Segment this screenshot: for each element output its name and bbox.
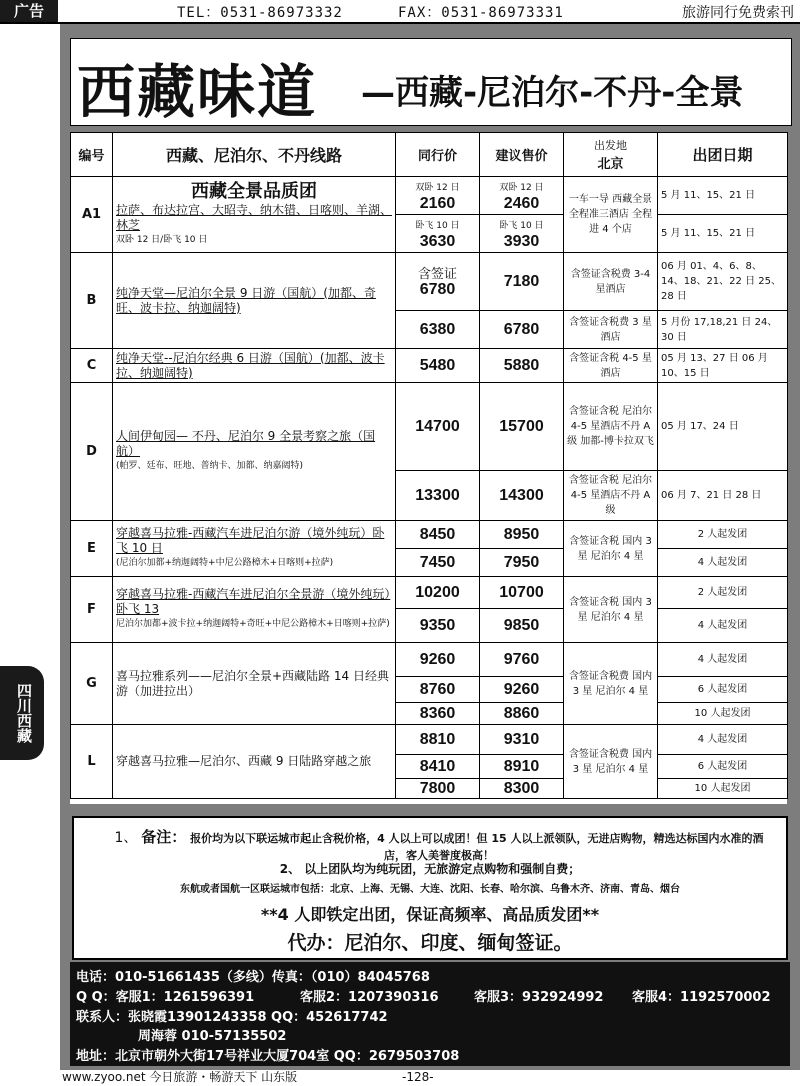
date-cell: 5 月份 17,18,21 日 24、30 日 — [658, 311, 788, 349]
col-departure — [564, 133, 658, 177]
retail-price-cell — [480, 215, 564, 253]
telephone: TEL：0531-86973332 — [177, 5, 343, 21]
retail-price: 8910 — [480, 755, 564, 779]
peer-price: 7800 — [396, 779, 480, 799]
peer-price: 9350 — [396, 609, 480, 643]
table-row — [71, 577, 788, 609]
peer-price: 10200 — [396, 577, 480, 609]
contact-qq1: Q Q：客服1：1261596391 — [76, 990, 255, 1005]
retail-price: 8950 — [480, 521, 564, 549]
fax: FAX：0531-86973331 — [398, 5, 564, 21]
retail-price: 9260 — [480, 677, 564, 703]
hotel-cell: 含签证含税费 3-4 星酒店 — [564, 253, 658, 311]
col-code: 编号 — [71, 133, 113, 177]
row-code: E — [71, 521, 113, 577]
contact-box — [70, 962, 790, 1066]
route-desc-small: 双卧 12 日/卧飞 10 日 — [116, 235, 208, 245]
peer-price-cell — [396, 215, 480, 253]
peer-price-cell — [396, 253, 480, 311]
retail-price: 7950 — [480, 549, 564, 577]
date-cell: 6 人起发团 — [658, 677, 788, 703]
contact-address: 地址：北京市朝外大街17号祥业大厦704室 QQ：2679503708 — [76, 1049, 460, 1064]
price-label: 双卧 12 日 — [499, 182, 544, 193]
route-name: 西藏全景品质团 — [191, 181, 317, 202]
date-cell: 05 月 17、24 日 — [658, 383, 788, 471]
route-name: 喜马拉雅系列——尼泊尔全景+西藏陆路 14 日经典游（加进拉出） — [113, 643, 396, 725]
peer-price-cell — [396, 177, 480, 215]
col-dates: 出团日期 — [658, 133, 788, 177]
table-row — [71, 383, 788, 471]
page-number: -128- — [402, 1070, 434, 1084]
col-peer-price: 同行价 — [396, 133, 480, 177]
date-cell: 2 人起发团 — [658, 577, 788, 609]
route-name: 穿越喜马拉雅-西藏汽车进尼泊尔全景游（境外纯玩）卧飞 13 — [116, 587, 391, 616]
page-title: 西藏味道 — [77, 58, 318, 126]
route-desc: 拉萨、布达拉宫、大昭寺、纳木错、日喀则、羊湖、林芝 — [116, 203, 393, 232]
contact-person-1: 联系人：张晓霞13901243358 QQ：452617742 — [76, 1010, 388, 1025]
row-code: F — [71, 577, 113, 643]
ad-tag: 广告 — [0, 0, 58, 22]
notes-box — [72, 816, 788, 960]
tagline: 旅游同行免费索刊 — [682, 5, 794, 21]
table-header-row — [71, 133, 788, 177]
row-code: C — [71, 349, 113, 383]
retail-price: 9760 — [480, 643, 564, 677]
note-3: 东航或者国航一区联运城市包括：北京、上海、无锡、大连、沈阳、长春、哈尔滨、乌鲁木齐、济南、青岛、烟台 — [180, 884, 680, 895]
retail-price: 5880 — [480, 349, 564, 383]
visa-note: 含签证 — [417, 266, 457, 282]
table-row — [71, 349, 788, 383]
row-code: D — [71, 383, 113, 521]
date-cell: 05 月 13、27 日 06 月 10、15 日 — [658, 349, 788, 383]
date-cell: 10 人起发团 — [658, 779, 788, 799]
peer-price: 8450 — [396, 521, 480, 549]
contact-qq3: 客服3：932924992 — [474, 990, 604, 1005]
date-cell: 4 人起发团 — [658, 549, 788, 577]
title-box — [70, 38, 792, 126]
footer-site: www.zyoo.net 今日旅游・畅游天下 山东版 — [62, 1070, 298, 1084]
route-desc-small: (帕罗、廷布、旺地、普纳卡、加都、纳嘉阔特) — [116, 461, 304, 471]
retail-price: 8300 — [480, 779, 564, 799]
peer-price: 8360 — [396, 703, 480, 725]
peer-price: 3630 — [419, 232, 456, 250]
hotel-cell: 含签证含税费 国内 3 星 尼泊尔 4 星 — [564, 725, 658, 799]
route-name: 纯净天堂—尼泊尔全景 9 日游（国航）(加都、奇旺、波卡拉、纳迦阔特) — [113, 253, 396, 349]
retail-price: 7180 — [480, 253, 564, 311]
date-cell: 06 月 01、4、6、8、14、18、21、22 日 25、28 日 — [658, 253, 788, 311]
table-row — [71, 521, 788, 549]
retail-price: 9310 — [480, 725, 564, 755]
route-desc-small: (尼泊尔加都+纳迦阔特+中尼公路樟木+日喀则+拉萨) — [116, 558, 334, 568]
note-1-prefix: 1、 — [114, 830, 138, 846]
page-subtitle: —西藏-尼泊尔-不丹-全景 — [361, 73, 744, 113]
route-name: 人间伊甸园— 不丹、尼泊尔 9 全景考察之旅（国航） — [116, 429, 376, 458]
date-cell: 4 人起发团 — [658, 643, 788, 677]
retail-price: 8860 — [480, 703, 564, 725]
retail-price-cell — [480, 177, 564, 215]
route-cell — [113, 577, 396, 643]
date-cell: 5 月 11、15、21 日 — [658, 215, 788, 253]
peer-price: 13300 — [396, 471, 480, 521]
date-cell: 10 人起发团 — [658, 703, 788, 725]
route-cell — [113, 521, 396, 577]
date-cell: 6 人起发团 — [658, 755, 788, 779]
top-bar — [0, 0, 800, 24]
side-section-tab: 四川西藏 — [0, 666, 44, 760]
route-cell — [113, 177, 396, 253]
departure-city: 北京 — [597, 157, 624, 172]
route-name: 纯净天堂--尼泊尔经典 6 日游（国航）(加都、波卡拉、纳迦阔特) — [113, 349, 396, 383]
peer-price: 8760 — [396, 677, 480, 703]
retail-price: 14300 — [480, 471, 564, 521]
note-2: 2、 以上团队均为纯玩团，无旅游定点购物和强制自费； — [279, 862, 581, 876]
contact-phone: 电话：010-51661435（多线）传真：（010）84045768 — [76, 970, 430, 985]
peer-price: 8410 — [396, 755, 480, 779]
note-1-text: 报价均为以下联运城市起止含税价格，4 人以上可以成团！但 15 人以上派领队，无进店购物，精选达标国内水准的酒店，客人美誉度极高！ — [190, 832, 764, 862]
row-code: L — [71, 725, 113, 799]
price-label: 卧飞 10 日 — [499, 220, 544, 231]
row-code: A1 — [71, 177, 113, 253]
departure-label: 出发地 — [594, 139, 627, 152]
date-cell: 4 人起发团 — [658, 725, 788, 755]
col-route: 西藏、尼泊尔、不丹线路 — [113, 133, 396, 177]
price-label: 双卧 12 日 — [415, 182, 460, 193]
hotel-cell: 含签证含税费 3 星酒店 — [564, 311, 658, 349]
hotel-cell: 含签证含税 4-5 星酒店 — [564, 349, 658, 383]
note-1 — [104, 826, 774, 863]
hotel-cell: 含签证含税 国内 3 星 尼泊尔 4 星 — [564, 521, 658, 577]
retail-price: 6780 — [480, 311, 564, 349]
contact-qq4: 客服4：1192570002 — [632, 990, 771, 1005]
date-cell: 4 人起发团 — [658, 609, 788, 643]
hotel-cell: 含签证含税费 国内 3 星 尼泊尔 4 星 — [564, 643, 658, 725]
row-code: G — [71, 643, 113, 725]
hotel-cell: 一车一导 西藏全景全程准三酒店 全程进 4 个店 — [564, 177, 658, 253]
retail-price: 15700 — [480, 383, 564, 471]
table-row — [71, 643, 788, 677]
peer-price: 7450 — [396, 549, 480, 577]
hotel-cell: 含签证含税 尼泊尔 4-5 星酒店不丹 A 级 加都-博卡拉双飞 — [564, 383, 658, 471]
peer-price: 6780 — [419, 280, 456, 298]
route-name: 穿越喜马拉雅—尼泊尔、西藏 9 日陆路穿越之旅 — [113, 725, 396, 799]
table-row — [71, 253, 788, 311]
route-desc-small: 尼泊尔加都+波卡拉+纳迦阔特+奇旺+中尼公路樟木+日喀则+拉萨) — [116, 619, 390, 629]
col-retail-price: 建议售价 — [480, 133, 564, 177]
table-row — [71, 725, 788, 755]
contact-person-2: 周海蓉 010-57135502 — [138, 1029, 287, 1044]
peer-price: 6380 — [396, 311, 480, 349]
peer-price: 8810 — [396, 725, 480, 755]
retail-price: 10700 — [480, 577, 564, 609]
route-table — [70, 132, 787, 804]
row-code: B — [71, 253, 113, 349]
table-row — [71, 177, 788, 215]
route-name: 穿越喜马拉雅-西藏汽车进尼泊尔游（境外纯玩）卧飞 10 日 — [116, 526, 385, 555]
retail-price: 9850 — [480, 609, 564, 643]
peer-price: 2160 — [419, 194, 456, 212]
route-cell — [113, 383, 396, 521]
hotel-cell: 含签证含税 国内 3 星 尼泊尔 4 星 — [564, 577, 658, 643]
price-label: 卧飞 10 日 — [415, 220, 460, 231]
note-label: 备注： — [141, 828, 187, 846]
note-5: 代办：尼泊尔、印度、缅甸签证。 — [287, 932, 573, 954]
retail-price: 3930 — [503, 232, 540, 250]
hotel-cell: 含签证含税 尼泊尔 4-5 星酒店不丹 A 级 — [564, 471, 658, 521]
peer-price: 9260 — [396, 643, 480, 677]
date-cell: 5 月 11、15、21 日 — [658, 177, 788, 215]
peer-price: 14700 — [396, 383, 480, 471]
note-4: **4 人即铁定出团，保证高频率、高品质发团** — [260, 905, 600, 924]
retail-price: 2460 — [503, 194, 540, 212]
peer-price: 5480 — [396, 349, 480, 383]
contact-qq2: 客服2：1207390316 — [300, 990, 439, 1005]
date-cell: 06 月 7、21 日 28 日 — [658, 471, 788, 521]
date-cell: 2 人起发团 — [658, 521, 788, 549]
